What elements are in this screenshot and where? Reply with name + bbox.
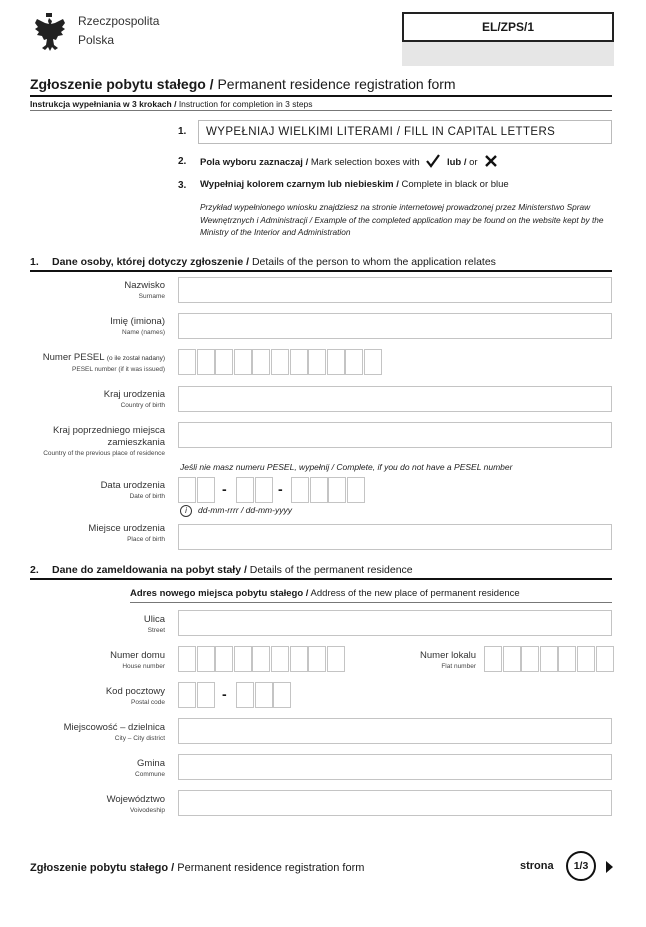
date-separator: - [278,481,283,497]
step-number: 1. [178,126,187,137]
section-1-heading: 1. Dane osoby, której dotyczy zgłoszenie / Details of the person to whom the application relates [30,256,496,268]
footer-title: Zgłoszenie pobytu stałego / Permanent residence registration form [30,862,365,874]
city-field[interactable] [178,718,612,744]
pesel-label: Numer PESEL (o ile został nadany) PESEL number (if it was issued) [42,352,165,373]
pesel-digit-boxes[interactable] [178,349,383,375]
example-note: Przykład wypełnionego wniosku znajdziesz na stronie internetowej prowadzonej przez Ministerstwo Spraw Wewnętrznych i Administracji / Example of the completed application may be found on the website kept by the Ministry of the Interior and Administration [200,202,604,238]
commune-field[interactable] [178,754,612,780]
dob-day-boxes[interactable] [178,477,215,503]
divider [30,270,612,272]
flat-number-boxes[interactable] [484,646,614,672]
previous-country-field[interactable] [178,422,612,448]
commune-label: Gmina Commune [135,758,165,778]
voivodeship-field[interactable] [178,790,612,816]
date-separator: - [222,481,227,497]
selection-instruction: Pola wyboru zaznaczaj / Mark selection boxes with lub / or [200,154,498,168]
step-number: 2. [178,156,187,167]
checkmark-icon [426,154,440,168]
divider [30,578,612,580]
polish-eagle-emblem-icon [30,12,68,56]
dob-label: Data urodzenia Date of birth [100,480,165,500]
country-name: Rzeczpospolita Polska [78,14,160,47]
office-use-box [402,42,614,66]
dob-month-boxes[interactable] [236,477,273,503]
birth-country-field[interactable] [178,386,612,412]
postal-code-first-boxes[interactable] [178,682,215,708]
divider [130,602,612,603]
section-2-heading: 2. Dane do zameldowania na pobyt stały / Details of the permanent residence [30,564,413,576]
form-code-box: EL/ZPS/1 [402,12,614,42]
divider [30,95,612,97]
next-page-arrow-icon[interactable] [606,861,613,873]
street-label: Ulica Street [143,614,165,634]
voivodeship-label: Województwo Voivodeship [106,794,165,814]
flat-number-label: Numer lokalu Flat number [420,650,476,670]
house-number-boxes[interactable] [178,646,345,672]
previous-country-label: Kraj poprzedniego miejsca zamieszkania Country of the previous place of residence [43,425,165,457]
address-subheading: Adres nowego miejsca pobytu stałego / Address of the new place of permanent residence [130,588,520,599]
date-format-hint: i dd-mm-rrrr / dd-mm-yyyy [180,505,292,517]
postal-separator: - [222,686,227,702]
dob-year-boxes[interactable] [291,477,365,503]
color-instruction: Wypełniaj kolorem czarnym lub niebieskim / Complete in black or blue [200,179,509,190]
instruction-heading: Instrukcja wypełniania w 3 krokach / Instruction for completion in 3 steps [30,99,313,109]
city-label: Miejscowość – dzielnica City – City district [63,722,165,742]
birth-country-label: Kraj urodzenia Country of birth [103,389,165,409]
house-number-label: Numer domu House number [110,650,165,670]
capital-letters-instruction: WYPEŁNIAJ WIELKIMI LITERAMI / FILL IN CAPITAL LETTERS [198,120,612,144]
names-label: Imię (imiona) Name (names) [110,316,165,336]
cross-mark-icon [484,154,498,168]
surname-field[interactable] [178,277,612,303]
names-field[interactable] [178,313,612,339]
page-title: Zgłoszenie pobytu stałego / Permanent residence registration form [30,76,456,92]
postal-code-second-boxes[interactable] [236,682,292,708]
postal-code-label: Kod pocztowy Postal code [105,686,165,706]
step-number: 3. [178,180,187,191]
page-label: strona [520,860,554,872]
page-number: 1/3 [566,851,596,881]
surname-label: Nazwisko Surname [124,280,165,300]
street-field[interactable] [178,610,612,636]
divider [30,110,612,111]
pob-field[interactable] [178,524,612,550]
info-icon: i [180,505,192,517]
no-pesel-note: Jeśli nie masz numeru PESEL, wypełnij / Complete, if you do not have a PESEL number [180,462,513,472]
pob-label: Miejsce urodzenia Place of birth [88,523,165,543]
